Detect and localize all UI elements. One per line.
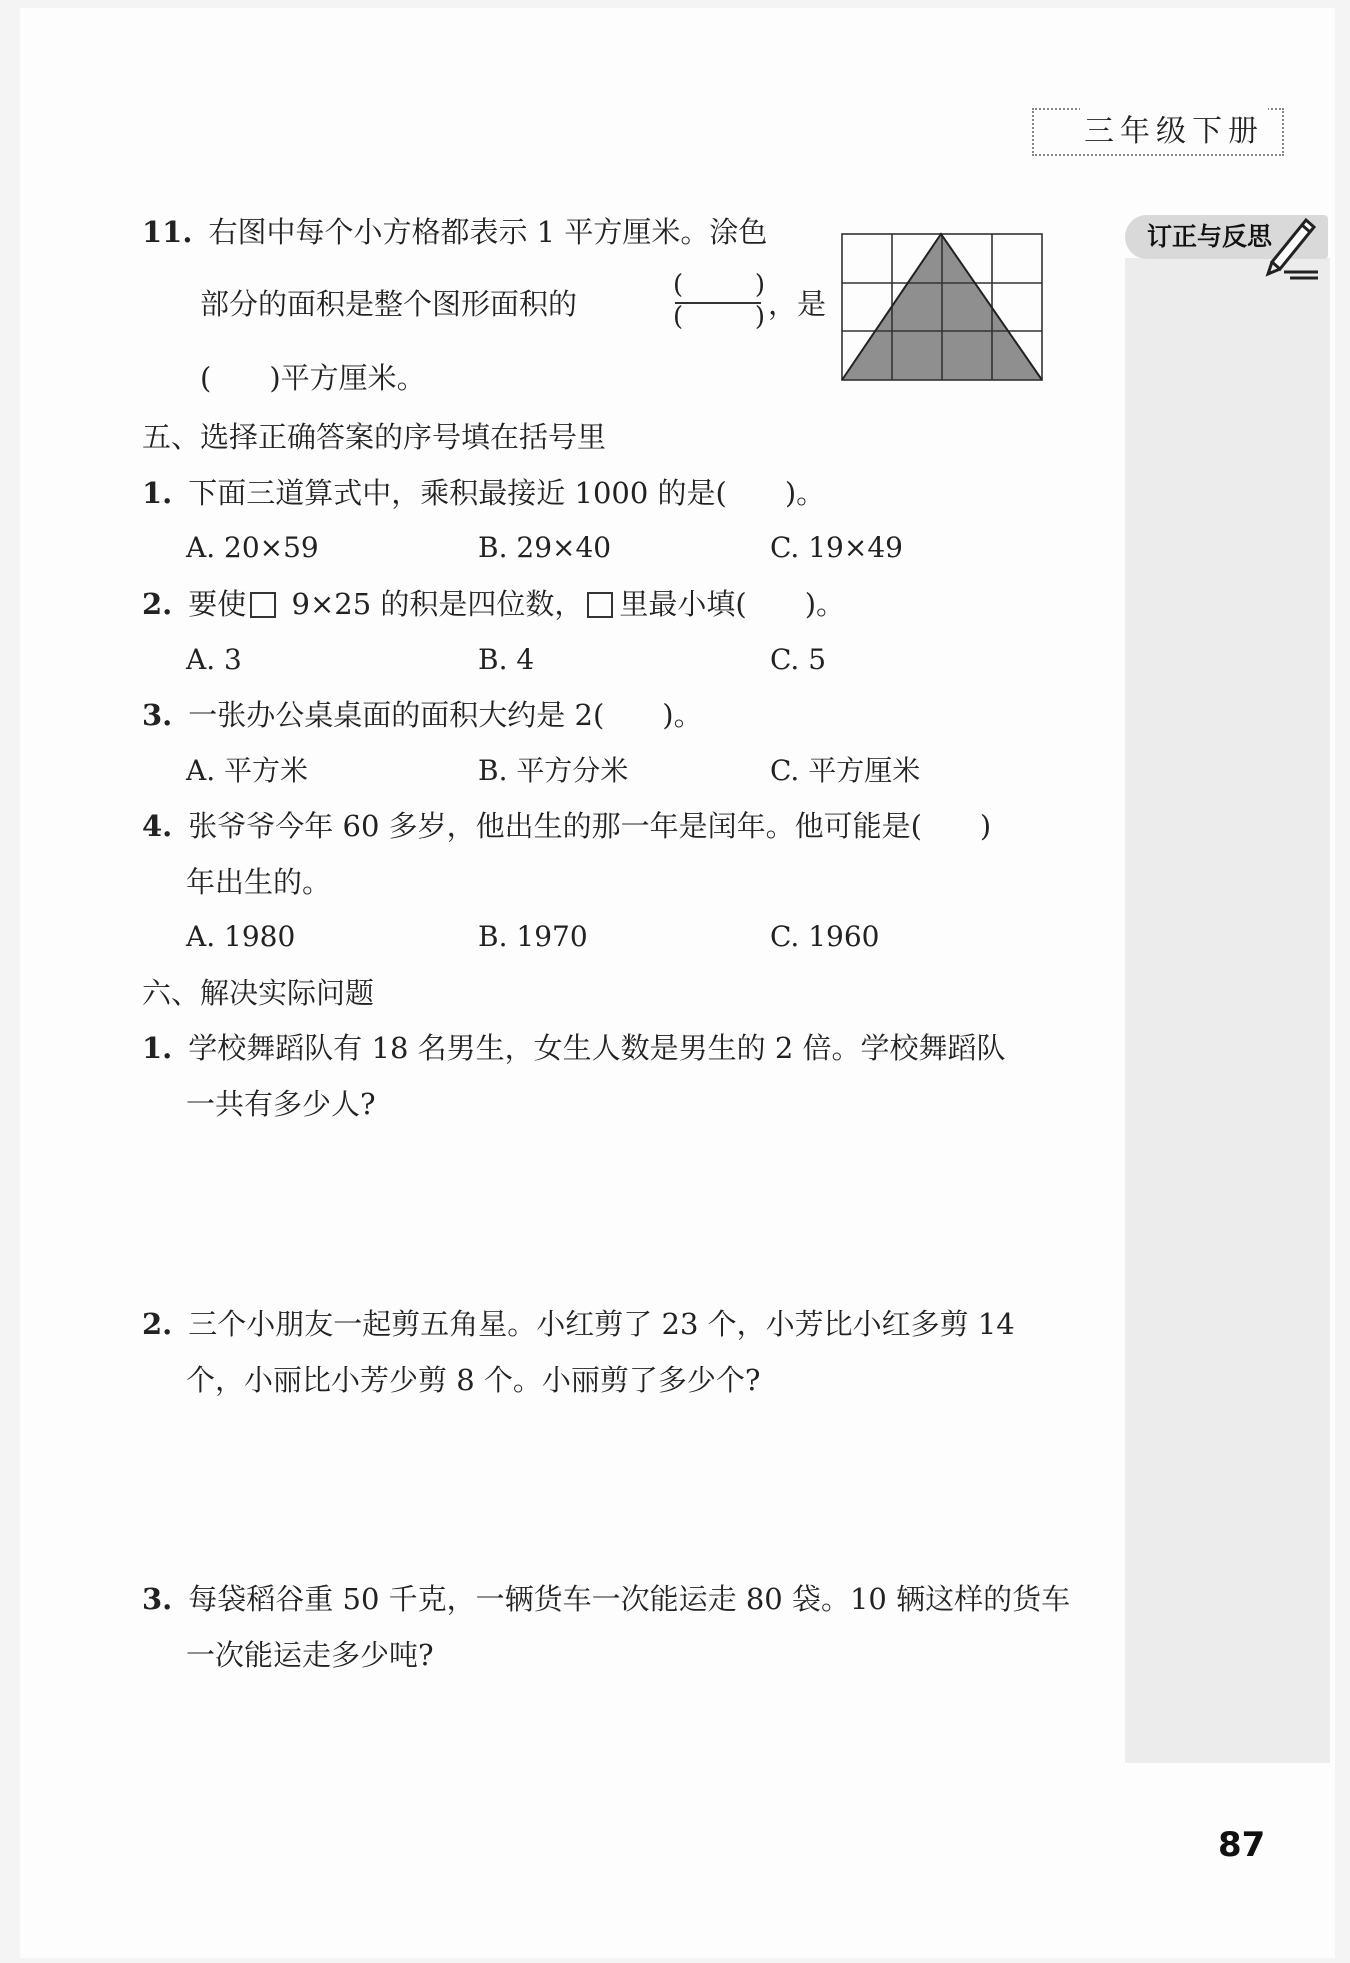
triangle-grid-figure — [840, 232, 1044, 382]
page-number: 87 — [1218, 1825, 1266, 1865]
answer-fraction — [667, 262, 767, 342]
s6-q1 — [142, 1030, 1006, 1066]
s5-q2-text-b: 9×25 的积是四位数， — [282, 587, 584, 621]
s5-q4-option-a: A. 1980 — [186, 920, 296, 953]
q11-line1 — [142, 214, 767, 250]
s5-q2 — [142, 586, 845, 622]
s6-q3-number: 3. — [142, 1582, 173, 1616]
q11-text3: ( )平方厘米。 — [200, 361, 426, 395]
s5-q4 — [142, 808, 991, 844]
section5-title: 五、选择正确答案的序号填在括号里 — [142, 420, 607, 454]
q11-text1: 右图中每个小方格都表示 1 平方厘米。涂色 — [208, 215, 768, 249]
s5-q2-number: 2. — [142, 587, 173, 621]
s6-q2-text1: 三个小朋友一起剪五角星。小红剪了 23 个，小芳比小红多剪 14 — [188, 1307, 1015, 1341]
s5-q4-text2: 年出生的。 — [186, 865, 332, 899]
s5-q1-text: 下面三道算式中，乘积最接近 1000 的是( )。 — [188, 476, 826, 510]
s5-q1-number: 1. — [142, 476, 173, 510]
s5-q2-option-a: A. 3 — [186, 643, 242, 676]
s5-q2-text-c: 里最小填( )。 — [619, 587, 846, 621]
pencil-icon — [1262, 210, 1320, 280]
q11-text2-tail: ，是 — [768, 287, 827, 321]
s6-q2-number: 2. — [142, 1307, 173, 1341]
frac-num-open: ( — [673, 270, 684, 300]
correction-column — [1125, 258, 1330, 1763]
frac-den-close: ) — [754, 302, 765, 332]
s5-q4-text1: 张爷爷今年 60 多岁，他出生的那一年是闰年。他可能是( ) — [188, 809, 992, 843]
s5-q2-option-b: B. 4 — [478, 643, 535, 676]
s5-q3-option-b: B. 平方分米 — [478, 754, 629, 787]
q11-number: 11. — [142, 215, 193, 249]
s5-q3-option-a: A. 平方米 — [186, 754, 309, 787]
blank-box — [587, 592, 613, 618]
grade-label: 三年级下册 — [1080, 106, 1268, 150]
s6-q3 — [142, 1581, 1070, 1617]
s5-q2-text-a: 要使 — [188, 587, 247, 621]
s6-q2-text2: 个，小丽比小芳少剪 8 个。小丽剪了多少个? — [186, 1363, 761, 1397]
s6-q1-text1: 学校舞蹈队有 18 名男生，女生人数是男生的 2 倍。学校舞蹈队 — [188, 1031, 1006, 1065]
grade-label-box — [1032, 108, 1284, 156]
s5-q3-number: 3. — [142, 698, 173, 732]
section6-title: 六、解决实际问题 — [142, 976, 375, 1010]
correction-tab: 订正与反思 — [1125, 215, 1328, 259]
s6-q2 — [142, 1306, 1015, 1342]
s5-q1-option-a: A. 20×59 — [186, 531, 319, 564]
frac-num-close: ) — [754, 270, 765, 300]
s5-q3 — [142, 697, 703, 733]
s5-q4-option-c: C. 1960 — [770, 920, 880, 953]
q11-text2: 部分的面积是整个图形面积的 — [200, 287, 578, 321]
blank-box — [250, 592, 276, 618]
s5-q2-option-c: C. 5 — [770, 643, 827, 676]
frac-den-open: ( — [673, 302, 684, 332]
s6-q3-text1: 每袋稻谷重 50 千克，一辆货车一次能运走 80 袋。10 辆这样的货车 — [188, 1582, 1071, 1616]
s5-q1 — [142, 475, 825, 511]
s5-q4-option-b: B. 1970 — [478, 920, 588, 953]
s6-q3-text2: 一次能运走多少吨? — [186, 1638, 434, 1672]
s6-q1-text2: 一共有多少人? — [186, 1087, 376, 1121]
s6-q1-number: 1. — [142, 1031, 173, 1065]
s5-q3-text: 一张办公桌桌面的面积大约是 2( )。 — [188, 698, 703, 732]
s5-q1-option-b: B. 29×40 — [478, 531, 612, 564]
s5-q1-option-c: C. 19×49 — [770, 531, 903, 564]
s5-q4-number: 4. — [142, 809, 173, 843]
s5-q3-option-c: C. 平方厘米 — [770, 754, 921, 787]
